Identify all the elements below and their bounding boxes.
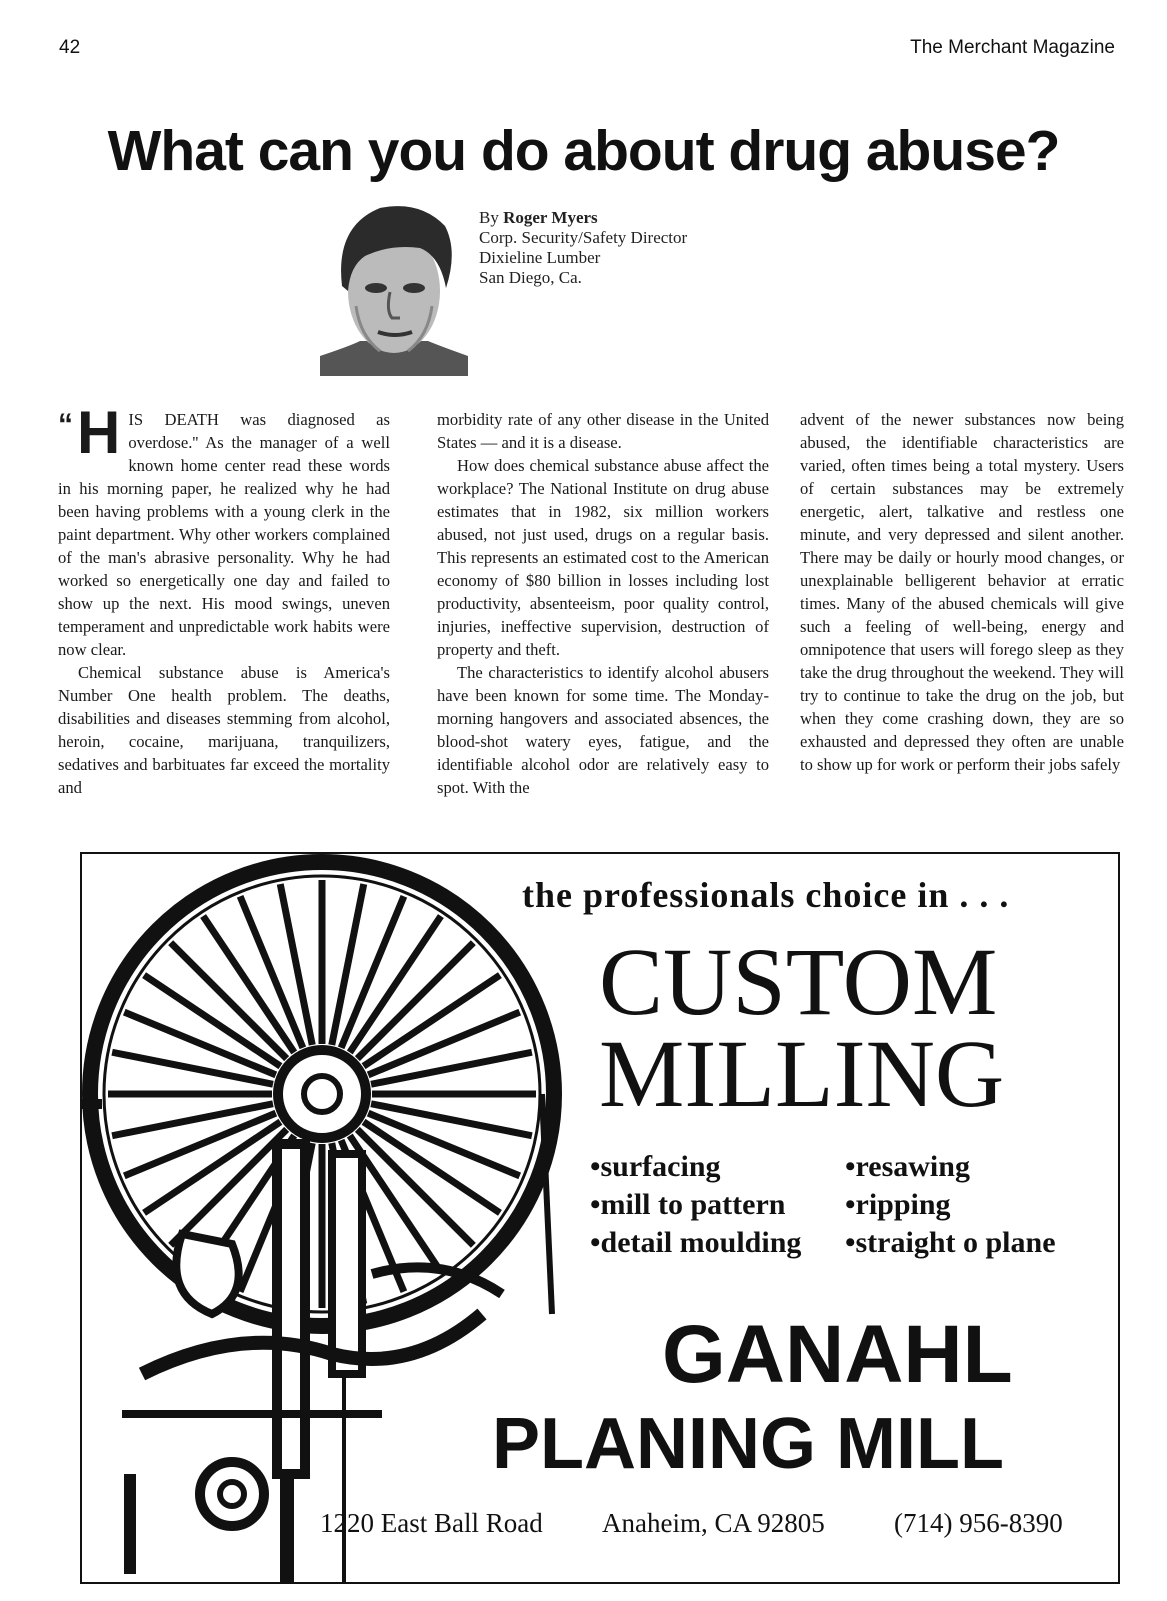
ad-city: Anaheim, CA 92805 xyxy=(602,1508,825,1538)
ad-address: 1220 East Ball Road xyxy=(320,1508,543,1538)
author-photo xyxy=(320,196,468,376)
byline-prefix: By xyxy=(479,208,499,227)
wheel-spoke xyxy=(280,884,312,1045)
article-column-1 xyxy=(58,399,390,799)
drop-cap: “ H xyxy=(58,399,121,466)
byline xyxy=(479,208,687,288)
wheel-spoke xyxy=(371,1104,532,1136)
wheel-spoke xyxy=(332,884,364,1045)
col2-paragraph-3: The characteristics to identify alcohol abusers have been known for some time. The Monday-morning hangovers and associated absences, the blood-shot watery eyes, fatigue, and the identifiable alcohol odor are relatively easy to spot. With the xyxy=(437,663,769,797)
author-name: Roger Myers xyxy=(503,208,598,227)
service-item: •mill to pattern xyxy=(590,1188,786,1221)
wheel-spoke xyxy=(112,1052,273,1084)
author-location: San Diego, Ca. xyxy=(479,268,582,287)
service-item: •resawing xyxy=(845,1150,970,1183)
wheel-spoke xyxy=(112,1104,273,1136)
ad-headline-custom: CUSTOM xyxy=(599,928,998,1035)
service-item: •straight o plane xyxy=(845,1226,1056,1259)
ad-tagline: the professionals choice in . . . xyxy=(522,875,1010,915)
ad-headline-milling: MILLING xyxy=(599,1020,1005,1127)
col1-paragraph-2: Chemical substance abuse is America's Number One health problem. The deaths, disabilities and diseases stemming from alcohol, heroin, cocaine, marijuana, tranquilizers, sedatives and barbituates far exceed the mortality and xyxy=(58,663,390,797)
article-headline: What can you do about drug abuse? xyxy=(107,119,1060,183)
ad-phone: (714) 956-8390 xyxy=(894,1508,1063,1538)
service-item: •detail moulding xyxy=(590,1226,802,1259)
wheel-spoke xyxy=(371,1052,532,1084)
article-column-3 xyxy=(800,408,1124,776)
magazine-title: The Merchant Magazine xyxy=(910,37,1115,58)
advertisement xyxy=(80,852,1120,1584)
col3-paragraph-1: advent of the newer substances now being abused, the identifiable characteristics are varied, often times being a total mystery. Users of certain substances may be extremely energetic, alert, talkative and restless one minute, and very depressed and silent another. There may be daily or hourly mood changes, or unexplainable belligerent behavior at erratic times. Many of the abused chemicals will give such a feeling of well-being, energy and omnipotence that users will forego sleep as they take the drug throughout the weekend. They will try to continue to take the drug on the job, but when they come crashing down, they are so exhausted and depressed they often are unable to show up for work or perform their jobs safely xyxy=(800,410,1124,774)
col1-paragraph-1: IS DEATH was diagnosed as overdose.'' As the manager of a well known home center read these words in his morning paper, he realized why he had been having problems with a young clerk in the paint department. Why other workers complained of the man's abrasive personality. Why he had worked so energetically one day and failed to show up the next. His mood swings, uneven temperament and unpredictable work habits were now clear. xyxy=(58,410,390,659)
article-column-2 xyxy=(437,408,769,799)
page-number: 42 xyxy=(59,37,81,58)
company-name-ganahl: GANAHL xyxy=(662,1309,1013,1400)
author-company: Dixieline Lumber xyxy=(479,248,601,267)
company-name-planing-mill: PLANING MILL xyxy=(492,1404,1004,1484)
col2-paragraph-2: How does chemical substance abuse affect the workplace? The National Institute on drug abuse estimates that in 1982, six million workers abused, not just used, drugs on a regular basis. This represents an estimated cost to the American economy of $80 billion in losses including lost productivity, absenteeism, poor quality control, injuries, ineffective supervision, destruction of property and theft. xyxy=(437,456,769,659)
service-item: •surfacing xyxy=(590,1150,721,1183)
author-title: Corp. Security/Safety Director xyxy=(479,228,688,247)
service-item: •ripping xyxy=(845,1188,951,1221)
col2-paragraph-1: morbidity rate of any other disease in the United States — and it is a disease. xyxy=(437,410,769,452)
